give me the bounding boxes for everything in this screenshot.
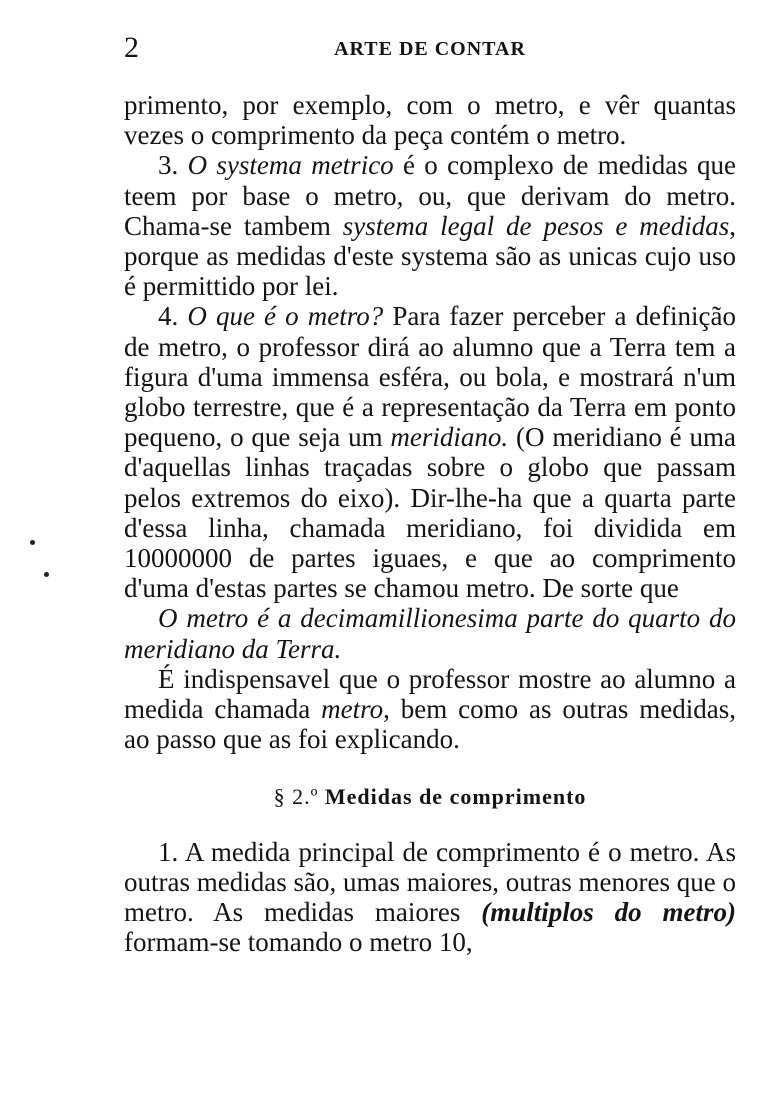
running-head: [124, 28, 736, 68]
paragraph-systema-metrico: 3. O systema metrico é o complexo de medidas que teem por base o metro, ou, que derivam do metro. Chama-se tambem systema legal de pesos e medidas, porque as medidas d'este systema são as unicas cujo uso é permittido por lei.: [124, 150, 737, 302]
paragraph-professor: É indispensavel que o professor mostre ao alumno a medida chamada metro, bem como as outras medidas, ao passo que as foi explicando.: [124, 663, 736, 755]
section-heading: [124, 782, 736, 812]
question-term: O que é o metro?: [187, 301, 384, 332]
item-number: 3.: [158, 150, 179, 181]
item-number: 1.: [158, 836, 179, 867]
stray-ink-mark: [44, 572, 49, 577]
paragraph-continuation: primento, por exemplo, com o metro, e vêr quantas vezes o comprimento da peça contém o metro.: [124, 90, 736, 151]
definition-statement: O metro é a decimamillionesima parte do quarto do meridiano da Terra.: [124, 603, 736, 664]
running-title: ARTE DE CONTAR: [334, 38, 526, 60]
paragraph-metro: 4. O que é o metro? Para fazer perceber a definição de metro, o professor dirá ao alumno que a Terra tem a figura d'uma immensa esféra, ou bola, e mostrará n'um globo terrestre, que é a representação da Terra em ponto pequeno, o que seja um meridiano. (O meridiano é uma d'aquellas linhas traçadas sobre o globo que passam pelos extremos do eixo). Dir-lhe-ha que a quarta parte d'essa linha, chamada meridiano, foi dividida em 10000000 de partes iguaes, e que ao comprimento d'uma d'estas partes se chamou metro. De sorte que: [124, 301, 736, 604]
section-sign: § 2.º: [273, 784, 319, 810]
body-text: [124, 90, 736, 957]
defined-term: (multiplos do metro): [481, 897, 736, 928]
page-number: 2: [124, 31, 139, 64]
defined-term: metro: [321, 694, 384, 725]
defined-term: systema legal de pesos e medidas: [342, 210, 730, 241]
defined-term: meridiano.: [390, 422, 509, 453]
item-number: 4.: [158, 301, 179, 332]
section-title: Medidas de comprimento: [324, 784, 587, 810]
paragraph-medida-principal: 1. A medida principal de comprimento é o metro. As outras medidas são, umas maiores, outras menores que o metro. As medidas maiores (multiplos do metro) formam-se tomando o metro 10,: [124, 836, 736, 958]
defined-term: O systema metrico: [187, 150, 394, 181]
stray-ink-mark: [30, 540, 35, 545]
